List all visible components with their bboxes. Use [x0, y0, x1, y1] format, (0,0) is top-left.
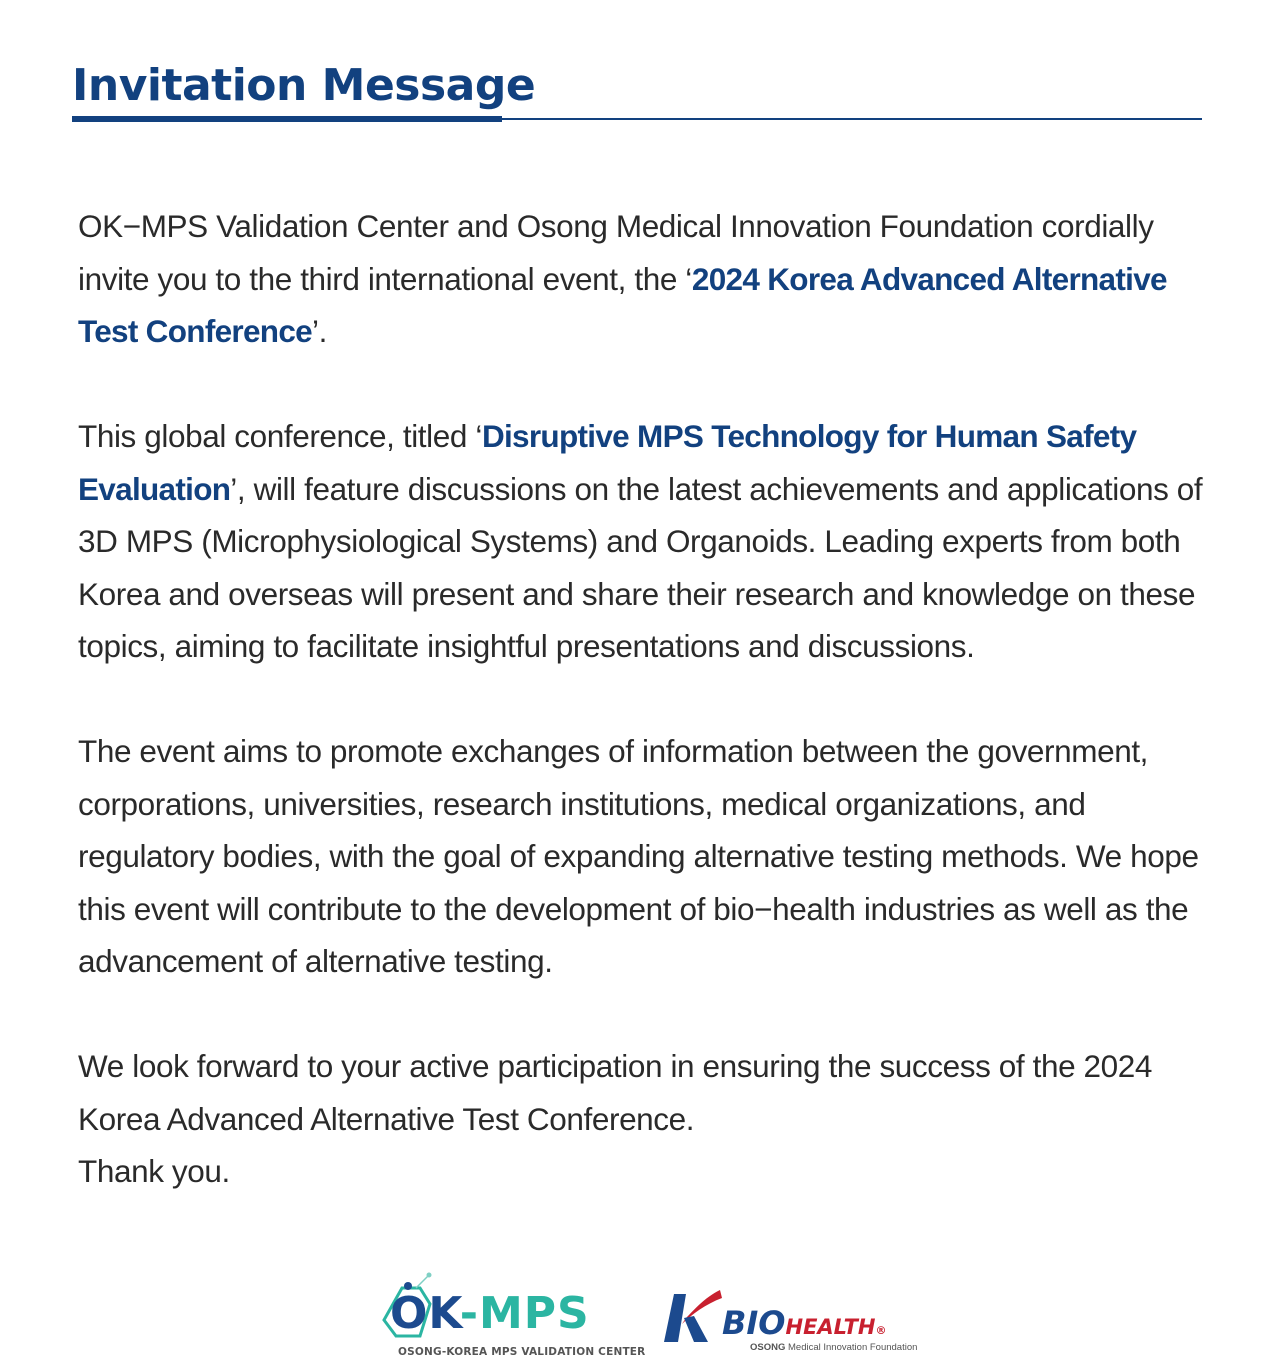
- paragraph-theme: [78, 410, 1218, 673]
- kbio-k-mark-icon: [660, 1284, 726, 1344]
- kbio-wordmark: BIOHEALTH®: [722, 1304, 887, 1342]
- okmps-subtitle: OSONG-KOREA MPS VALIDATION CENTER: [398, 1346, 646, 1358]
- conference-name-highlight: 2024 Korea Advanced Alternative Test Conference: [78, 260, 1167, 349]
- kbio-subtitle: OSONG Medical Innovation Foundation: [750, 1342, 918, 1353]
- theme-title-highlight: Disruptive MPS Technology for Human Safety Evaluation: [78, 418, 1137, 507]
- paragraph-intro: [78, 200, 1218, 358]
- kbiohealth-logo: [660, 1284, 918, 1360]
- okmps-wordmark: OK-MPS: [390, 1288, 590, 1339]
- page-header: [72, 58, 1202, 124]
- theme-text: This global conference, titled ‘: [78, 418, 482, 454]
- intro-text: OK−MPS Validation Center and Osong Medical Innovation Foundation cordially invite you to the third international event, the ‘: [78, 208, 1154, 297]
- aims-text: The event aims to promote exchanges of information between the government, corporations, universities, research institutions, medical organizations, and regulatory bodies, with the goal of expanding alternative testing methods. We hope this event will contribute to the development of bio−health industries as well as the advancement of alternative testing.: [78, 733, 1199, 979]
- paragraph-closing: [78, 1040, 1218, 1198]
- theme-text-rest: ’, will feature discussions on the latest achievements and applications of 3D MPS (Microphysiological Systems) and Organoids. Leading experts from both Korea and overseas will present and share their research and knowledge on these topics, aiming to facilitate insightful presentations and discussions.: [78, 470, 1203, 664]
- thank-you-text: Thank you.: [78, 1153, 230, 1189]
- page-title: Invitation Message: [72, 60, 536, 111]
- okmps-logo: [376, 1272, 646, 1362]
- invitation-body: [78, 200, 1218, 1198]
- paragraph-aims: [78, 725, 1218, 988]
- title-underline-accent: [72, 116, 502, 122]
- footer-logos: [0, 1270, 1280, 1364]
- intro-text-end: ’.: [311, 313, 327, 349]
- closing-text: We look forward to your active participation in ensuring the success of the 2024 Korea Advanced Alternative Test Conference.: [78, 1048, 1153, 1137]
